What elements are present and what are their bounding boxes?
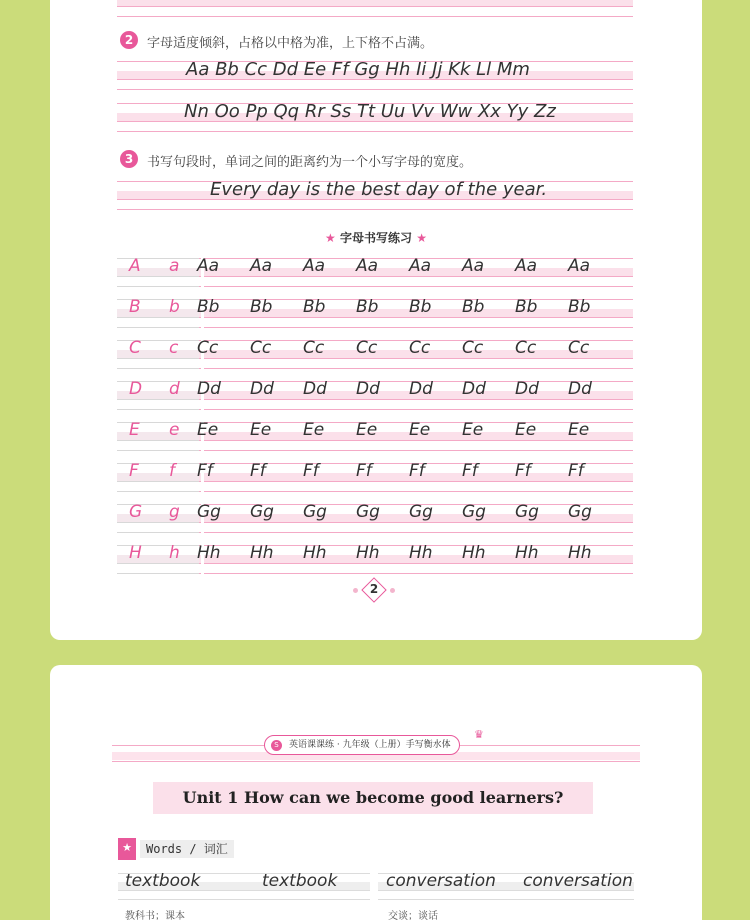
practice-row (117, 336, 633, 370)
practice-title-text: 字母书写练习 (339, 231, 412, 245)
practice-letter-pair: Cc (250, 338, 272, 358)
model-lowercase: g (169, 502, 180, 522)
practice-row (117, 541, 633, 575)
practice-letter-pair: Gg (356, 502, 380, 522)
practice-letter-pair: Bb (356, 297, 379, 317)
practice-row (117, 459, 633, 493)
practice-letter-pair: Gg (515, 502, 539, 522)
practice-letter-pair: Hh (250, 543, 274, 563)
practice-letter-pair: Ff (462, 461, 478, 481)
practice-letter-pair: Ee (462, 420, 484, 440)
practice-letter-pair: Bb (568, 297, 591, 317)
vocab-gloss: 交谈；谈话 (388, 911, 438, 920)
model-letters (117, 377, 199, 411)
model-uppercase: B (129, 297, 141, 317)
star-icon: ★ (118, 838, 136, 860)
practice-letter-pair: Gg (568, 502, 592, 522)
practice-letter-pair: Aa (356, 256, 379, 276)
alphabet-line-1: Aa Bb Cc Dd Ee Ff Gg Hh Ii Jj Kk Ll Mm (186, 59, 530, 80)
practice-letter-pair: Aa (250, 256, 273, 276)
practice-letter-pair: Hh (303, 543, 327, 563)
practice-letter-pair: Cc (409, 338, 431, 358)
model-uppercase: H (129, 543, 142, 563)
model-lowercase: a (169, 256, 180, 276)
practice-letter-pair: Aa (409, 256, 432, 276)
model-lowercase: c (169, 338, 179, 358)
model-letters (117, 541, 199, 575)
practice-letter-pair: Aa (462, 256, 485, 276)
alphabet-line-2: Nn Oo Pp Qq Rr Ss Tt Uu Vv Ww Xx Yy Zz (184, 101, 556, 122)
practice-row (117, 295, 633, 329)
practice-letter-pair: Ff (409, 461, 425, 481)
practice-letter-pair: Hh (409, 543, 433, 563)
practice-title (50, 229, 702, 246)
model-lowercase: b (169, 297, 180, 317)
page-number (362, 578, 386, 602)
practice-letter-pair: Dd (462, 379, 486, 399)
model-uppercase: F (129, 461, 139, 481)
practice-letter-pair: Ee (515, 420, 537, 440)
practice-letter-pair: Hh (462, 543, 486, 563)
rule-text: 书写句段时，单词之间的距离约为一个小写字母的宽度。 (147, 155, 473, 170)
practice-letter-pair: Ee (568, 420, 590, 440)
practice-letter-pair: Ff (197, 461, 213, 481)
practice-letter-pair: Cc (515, 338, 537, 358)
practice-letter-pair: Hh (568, 543, 592, 563)
practice-letter-pair: Ff (568, 461, 584, 481)
vocab-gloss: 教科书；课本 (125, 911, 185, 920)
model-lowercase: e (169, 420, 180, 440)
series-header (264, 735, 460, 755)
practice-letter-pair: Aa (197, 256, 220, 276)
model-uppercase: G (129, 502, 143, 522)
practice-letter-pair: Dd (303, 379, 327, 399)
practice-letter-pair: Dd (515, 379, 539, 399)
rule-number: 3 (120, 150, 138, 168)
practice-letter-pair: Bb (250, 297, 273, 317)
rule-text: 字母适度倾斜，占格以中格为准，上下格不占满。 (147, 36, 434, 51)
practice-letter-pair: Ff (356, 461, 372, 481)
model-uppercase: D (129, 379, 143, 399)
practice-letter-pair: Gg (303, 502, 327, 522)
model-uppercase: C (129, 338, 141, 358)
practice-letter-pair: Ee (197, 420, 219, 440)
practice-letter-pair: Ee (250, 420, 272, 440)
practice-letter-pair: Bb (515, 297, 538, 317)
example-sentence: Every day is the best day of the year. (210, 179, 548, 200)
model-letters (117, 336, 199, 370)
practice-letter-pair: Aa (568, 256, 591, 276)
practice-row (117, 254, 633, 288)
unit-title (153, 782, 593, 814)
practice-letter-pair: Ee (356, 420, 378, 440)
star-icon: ★ (325, 231, 336, 245)
practice-letter-pair: Ff (250, 461, 266, 481)
unit-title-text: Unit 1 How can we become good learners? (182, 788, 564, 807)
practice-letter-pair: Bb (409, 297, 432, 317)
model-lowercase: d (169, 379, 180, 399)
practice-letter-pair: Cc (356, 338, 378, 358)
decor-dot (353, 588, 358, 593)
vocab-word: textbook (125, 871, 201, 891)
decor-dot (390, 588, 395, 593)
practice-letter-pair: Dd (568, 379, 592, 399)
practice-letter-pair: Hh (515, 543, 539, 563)
practice-letter-pair: Gg (462, 502, 486, 522)
practice-letter-pair: Cc (568, 338, 590, 358)
practice-letter-pair: Ff (303, 461, 319, 481)
practice-letter-pair: Bb (303, 297, 326, 317)
practice-letter-pair: Dd (409, 379, 433, 399)
model-letters (117, 459, 199, 493)
model-uppercase: E (129, 420, 140, 440)
model-letters (117, 295, 199, 329)
practice-letter-pair: Aa (515, 256, 538, 276)
star-icon: ★ (416, 231, 427, 245)
lesson-page (50, 665, 702, 920)
practice-letter-pair: Gg (409, 502, 433, 522)
practice-letter-pair: Cc (462, 338, 484, 358)
practice-letter-pair: Gg (197, 502, 221, 522)
vocab-word-copy: textbook (262, 871, 338, 891)
practice-letter-pair: Dd (197, 379, 221, 399)
vocab-word: conversation (386, 871, 496, 891)
words-label-text: Words / 词汇 (140, 840, 234, 858)
model-letters (117, 418, 199, 452)
practice-letter-pair: Hh (356, 543, 380, 563)
practice-letter-pair: Cc (197, 338, 219, 358)
practice-letter-pair: Aa (303, 256, 326, 276)
series-header-text: 英语课课练 · 九年级（上册）手写衡水体 (289, 740, 451, 750)
practice-letter-pair: Ee (303, 420, 325, 440)
model-uppercase: A (129, 256, 141, 276)
crown-icon: ♛ (474, 728, 484, 741)
brand-logo-icon: S (271, 740, 282, 751)
practice-row (117, 418, 633, 452)
model-letters (117, 254, 199, 288)
practice-letter-pair: Dd (356, 379, 380, 399)
practice-letter-pair: Bb (197, 297, 220, 317)
practice-letter-pair: Cc (303, 338, 325, 358)
page-number-text: 2 (369, 582, 379, 596)
practice-letter-pair: Ee (409, 420, 431, 440)
practice-letter-pair: Hh (197, 543, 221, 563)
practice-letter-pair: Dd (250, 379, 274, 399)
writing-lines (117, 0, 633, 18)
vocab-word-copy: conversation (523, 871, 633, 891)
model-lowercase: h (169, 543, 180, 563)
model-letters (117, 500, 199, 534)
practice-letter-pair: Ff (515, 461, 531, 481)
model-lowercase: f (169, 461, 175, 481)
practice-letter-pair: Gg (250, 502, 274, 522)
practice-row (117, 500, 633, 534)
practice-row (117, 377, 633, 411)
rule-number: 2 (120, 31, 138, 49)
practice-letter-pair: Bb (462, 297, 485, 317)
practice-page (50, 0, 702, 640)
